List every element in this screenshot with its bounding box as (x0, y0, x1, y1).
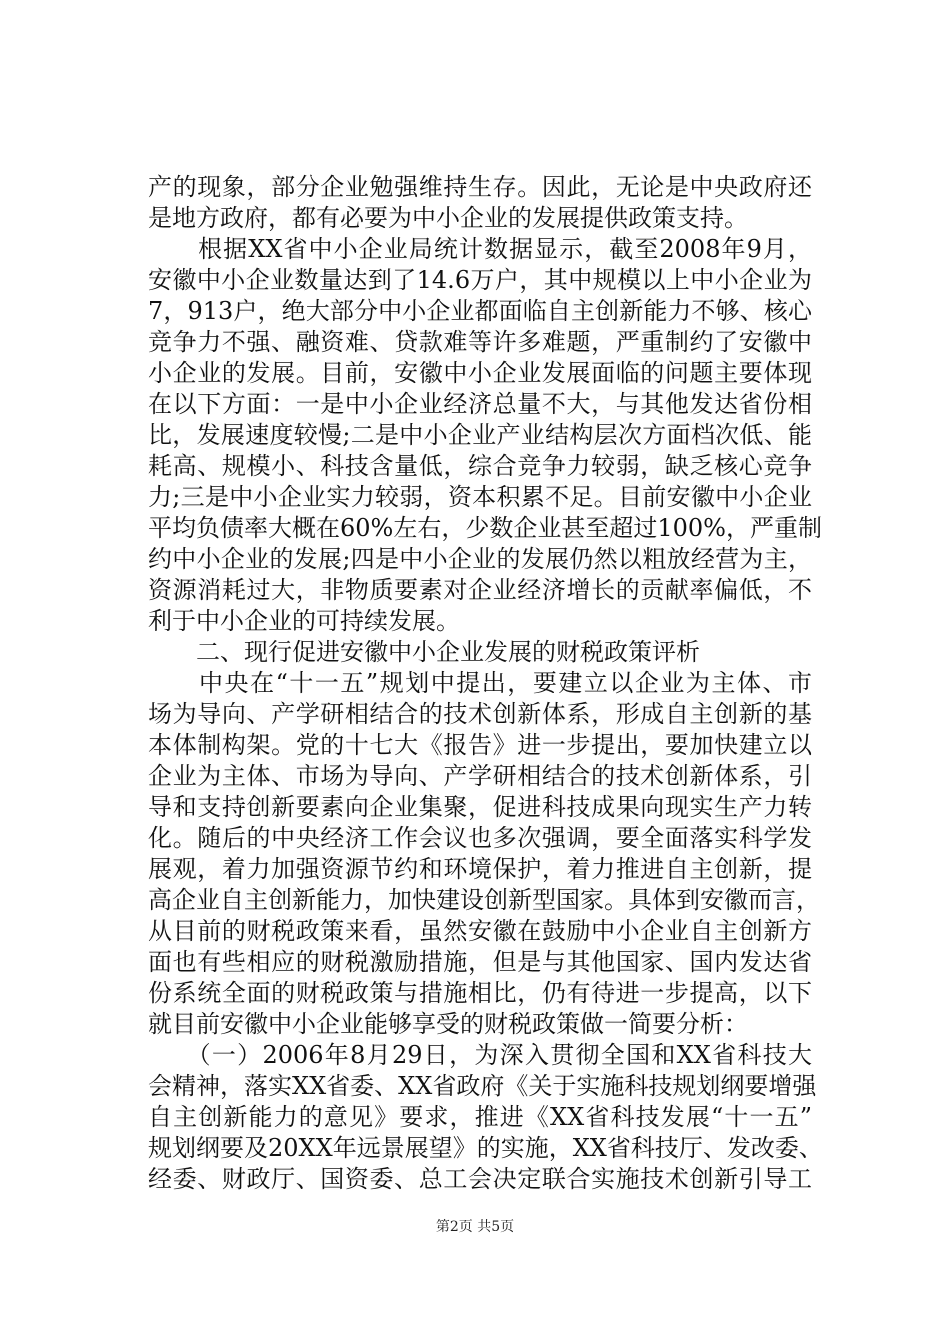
text-line: 竞争力不强、融资难、贷款难等许多难题，严重制约了安徽中 (148, 328, 812, 356)
text-line: 高企业自主创新能力，加快建设创新型国家。具体到安徽而言， (148, 886, 820, 914)
text-line: 利于中小企业的可持续发展。 (148, 607, 460, 635)
text-line: 企业为主体、市场为导向、产学研相结合的技术创新体系，引 (148, 762, 812, 790)
paragraph-1 (148, 172, 812, 234)
text-line: 就目前安徽中小企业能够享受的财税政策做一简要分析： (148, 1010, 748, 1038)
text-line: 份系统全面的财税政策与措施相比，仍有待进一步提高，以下 (148, 979, 812, 1007)
text-line: 资源消耗过大，非物质要素对企业经济增长的贡献率偏低，不 (148, 576, 812, 604)
text-line: 小企业的发展。目前，安徽中小企业发展面临的问题主要体现 (148, 359, 812, 387)
text-line: 场为导向、产学研相结合的技术创新体系，形成自主创新的基 (148, 700, 812, 728)
text-line: 力;三是中小企业实力较弱，资本积累不足。目前安徽中小企业 (148, 483, 812, 511)
page-footer: 第2页 共5页 (435, 1219, 515, 1235)
text-line: 化。随后的中央经济工作会议也多次强调，要全面落实科学发 (148, 824, 812, 852)
text-line: 约中小企业的发展;四是中小企业的发展仍然以粗放经营为主， (148, 545, 812, 573)
text-line: 从目前的财税政策来看，虽然安徽在鼓励中小企业自主创新方 (148, 917, 812, 945)
text-line: 7，913户，绝大部分中小企业都面临自主创新能力不够、核心 (148, 297, 812, 325)
page-body (148, 172, 823, 1195)
text-line: 安徽中小企业数量达到了14.6万户，其中规模以上中小企业为 (148, 266, 812, 294)
text-line: 耗高、规模小、科技含量低，综合竞争力较弱，缺乏核心竞争 (148, 452, 812, 480)
text-line: 根据XX省中小企业局统计数据显示，截至2008年9月， (148, 235, 812, 263)
text-line: 产的现象，部分企业勉强维持生存。因此，无论是中央政府还 (148, 173, 812, 201)
section-heading-text: 二、现行促进安徽中小企业发展的财税政策评析 (148, 638, 700, 666)
text-line: 展观，着力加强资源节约和环境保护，着力推进自主创新，提 (148, 855, 812, 883)
text-line: 规划纲要及20XX年远景展望》的实施，XX省科技厅、发改委、 (148, 1134, 823, 1162)
paragraph-2 (148, 234, 822, 637)
text-line: 在以下方面：一是中小企业经济总量不大，与其他发达省份相 (148, 390, 812, 418)
text-line: 平均负债率大概在60%左右，少数企业甚至超过100%，严重制 (148, 514, 822, 542)
paragraph-4 (148, 1040, 823, 1195)
text-line: 比，发展速度较慢;二是中小企业产业结构层次方面档次低、能 (148, 421, 812, 449)
paragraph-3 (148, 668, 820, 1040)
text-line: 会精神，落实XX省委、XX省政府《关于实施科技规划纲要增强 (148, 1072, 817, 1100)
text-line: 是地方政府，都有必要为中小企业的发展提供政策支持。 (148, 204, 748, 232)
text-line: 经委、财政厅、国资委、总工会决定联合实施技术创新引导工 (148, 1165, 812, 1193)
text-line: 自主创新能力的意见》要求，推进《XX省科技发展“十一五” (148, 1103, 812, 1131)
text-line: 导和支持创新要素向企业集聚，促进科技成果向现实生产力转 (148, 793, 812, 821)
section-heading (148, 637, 812, 668)
text-line: 面也有些相应的财税激励措施，但是与其他国家、国内发达省 (148, 948, 812, 976)
text-line: 中央在“十一五”规划中提出，要建立以企业为主体、市 (148, 669, 812, 697)
text-line: （一）2006年8月29日，为深入贯彻全国和XX省科技大 (148, 1041, 812, 1069)
text-line: 本体制构架。党的十七大《报告》进一步提出，要加快建立以 (148, 731, 812, 759)
